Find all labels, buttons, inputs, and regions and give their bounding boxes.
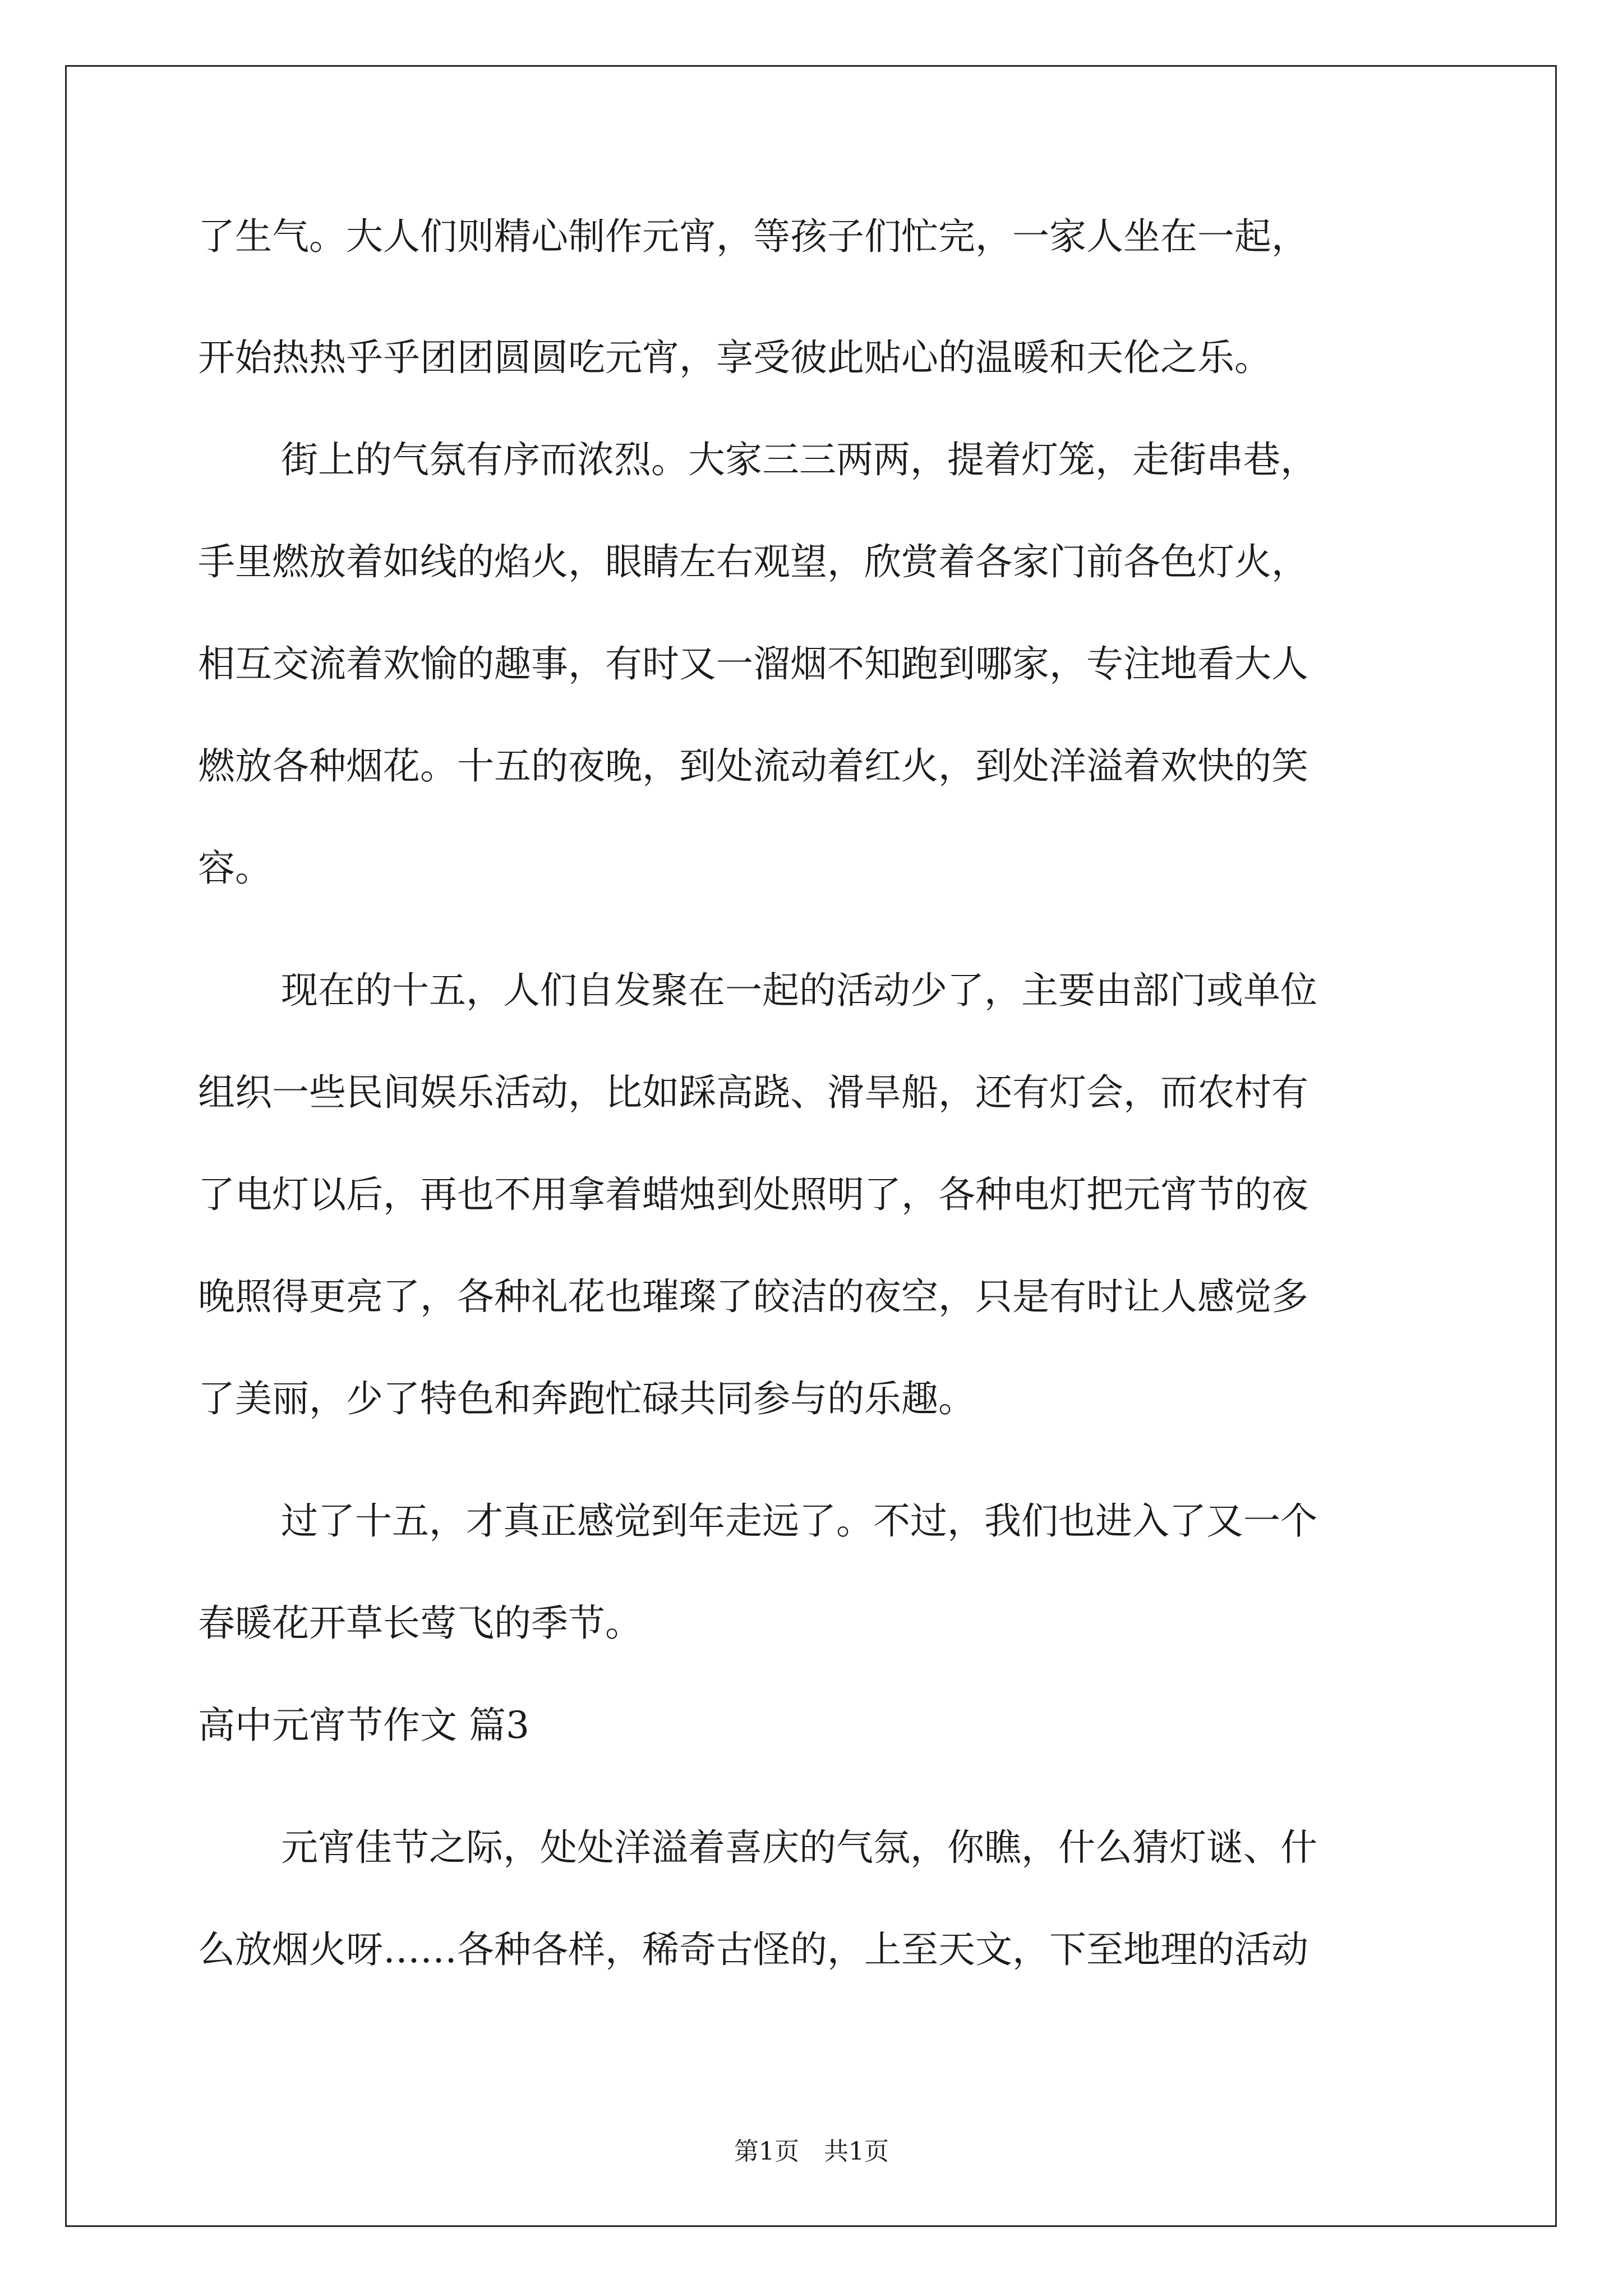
text-line: 春暖花开草长莺飞的季节。 — [198, 1602, 642, 1645]
text-line: 相互交流着欢愉的趣事，有时又一溜烟不知跑到哪家，专注地看大人 — [198, 642, 1308, 685]
text-line: 容。 — [198, 846, 272, 890]
text-line: 么放烟火呀……各种各样，稀奇古怪的，上至天文，下至地理的活动 — [198, 1928, 1308, 1971]
text-line: 元宵佳节之际，处处洋溢着喜庆的气氛，你瞧，什么猜灯谜、什 — [281, 1826, 1317, 1869]
text-line: 手里燃放着如线的焰火，眼睛左右观望，欣赏着各家门前各色灯火， — [198, 540, 1308, 583]
text-line: 晚照得更亮了，各种礼花也璀璨了皎洁的夜空，只是有时让人感觉多 — [198, 1275, 1308, 1318]
text-line: 了美丽，少了特色和奔跑忙碌共同参与的乐趣。 — [198, 1377, 975, 1420]
text-line: 过了十五，才真正感觉到年走远了。不过，我们也进入了又一个 — [281, 1499, 1317, 1543]
text-line: 组织一些民间娱乐活动，比如踩高跷、滑旱船，还有灯会，而农村有 — [198, 1071, 1308, 1114]
text-line: 燃放各种烟花。十五的夜晚，到处流动着红火，到处洋溢着欢快的笑 — [198, 744, 1308, 788]
page-border — [65, 65, 1557, 2227]
text-line: 开始热热乎乎团团圆圆吃元宵，享受彼此贴心的温暖和天伦之乐。 — [198, 336, 1271, 379]
text-line: 街上的气氛有序而浓烈。大家三三两两，提着灯笼，走街串巷， — [281, 438, 1317, 481]
text-line: 了电灯以后，再也不用拿着蜡烛到处照明了，各种电灯把元宵节的夜 — [198, 1173, 1308, 1216]
text-line: 了生气。大人们则精心制作元宵，等孩子们忙完，一家人坐在一起， — [198, 215, 1308, 258]
section-heading: 高中元宵节作文 篇3 — [198, 1704, 529, 1747]
text-line: 现在的十五，人们自发聚在一起的活动少了，主要由部门或单位 — [281, 969, 1317, 1012]
page-footer: 第1页 共1页 — [734, 2137, 889, 2166]
